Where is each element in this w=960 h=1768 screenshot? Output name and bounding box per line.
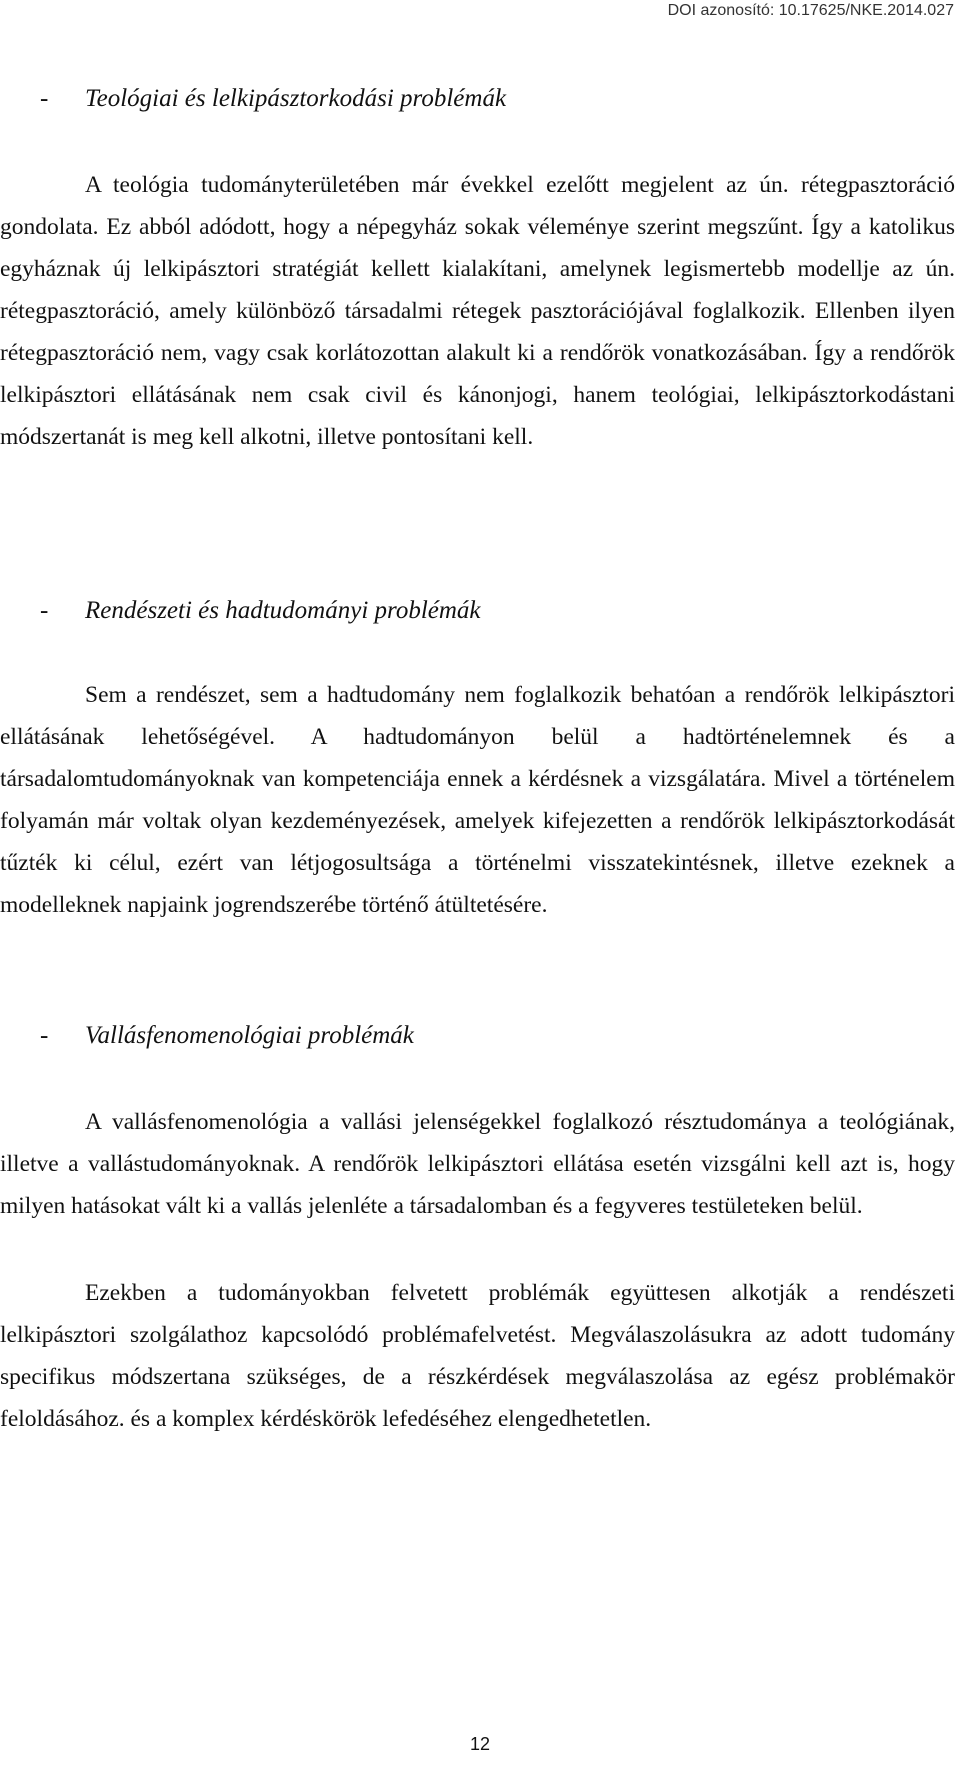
paragraph: Ezekben a tudományokban felvetett problémák együttesen alkotják a rendészeti lelkipásztori szolgálathoz kapcsolódó problémafelvetést. Megválaszolásukra az adott tudomány specifikus módszertana szükséges, de a részkérdések megválaszolása az egész problémakör feloldásához. és a komplex kérdéskörök lefedéséhez elengedhetetlen. — [0, 1280, 955, 1432]
section-title: Teológiai és lelkipásztorkodási problémák — [85, 85, 507, 112]
section-title: Rendészeti és hadtudományi problémák — [85, 597, 481, 624]
heading-dash: - — [40, 1022, 49, 1049]
paragraph: A vallásfenomenológia a vallási jelenségekkel foglalkozó résztudománya a teológiának, illetve a vallástudományoknak. A rendőrök lelkipásztori ellátása esetén vizsgálni kell azt is, hogy milyen hatásokat vált ki a vallás jelenléte a társadalomban és a fegyveres testületeken belül. — [0, 1109, 955, 1219]
paragraph: A teológia tudományterületében már évekkel ezelőtt megjelent az ún. rétegpasztoráció gondolata. Ez abból adódott, hogy a népegyház sokak véleménye szerint megszűnt. Így a katolikus egyháznak új lelkipásztori stratégiát kellett kialakítani, amelynek legismertebb modellje az ún. rétegpasztoráció, amely különböző társadalmi rétegek pasztorációjával foglalkozik. Ellenben ilyen rétegpasztoráció nem, vagy csak korlátozottan alakult ki a rendőrök vonatkozásában. Így a rendőrök lelkipásztori ellátásának nem csak civil és kánonjogi, hanem teológiai, lelkipásztorkodástani módszertanát is meg kell alkotni, illetve pontosítani kell. — [0, 172, 955, 450]
page-number: 12 — [469, 1734, 491, 1754]
doi-header: DOI azonosító: 10.17625/NKE.2014.027 — [667, 2, 954, 19]
heading-dash: - — [40, 597, 49, 624]
heading-dash: - — [40, 85, 49, 112]
paragraph: Sem a rendészet, sem a hadtudomány nem foglalkozik behatóan a rendőrök lelkipásztori ellátásának lehetőségével. A hadtudományon belül a hadtörténelemnek és a társadalomtudományoknak van kompetenciája ennek a kérdésnek a vizsgálatára. Mivel a történelem folyamán már voltak olyan kezdeményezések, amelyek kifejezetten a rendőrök lelkipásztorkodását tűzték ki célul, ezért van létjogosultsága a történelmi visszatekintésnek, illetve ezeknek a modelleknek napjaink jogrendszerébe történő átültetésére. — [0, 682, 955, 918]
section-title: Vallásfenomenológiai problémák — [85, 1022, 414, 1049]
